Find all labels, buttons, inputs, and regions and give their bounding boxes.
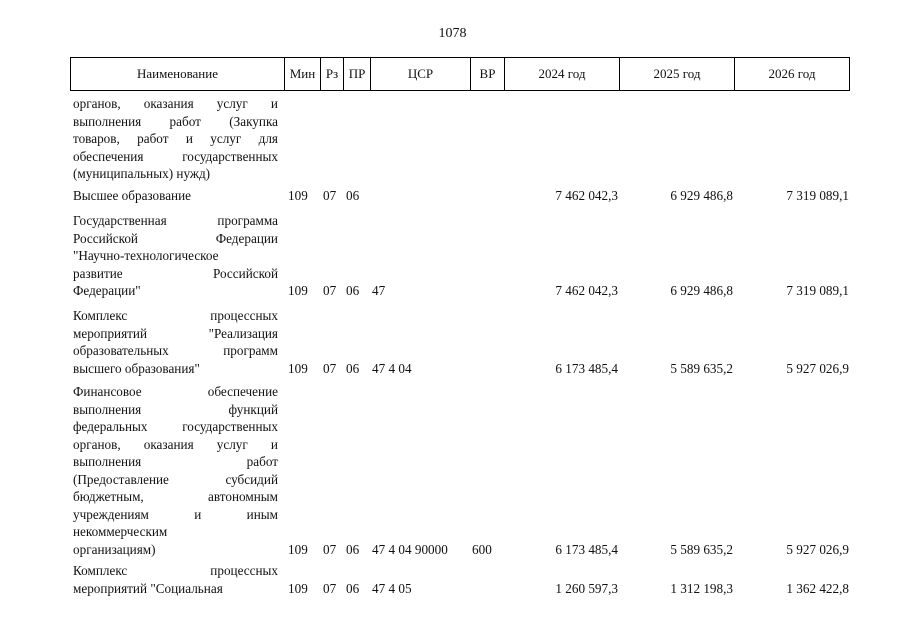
header-rz: Рз [320, 58, 343, 90]
cell-min: 109 [288, 360, 308, 376]
cell-y2024: 7 462 042,3 [555, 283, 618, 298]
cell-rz: 07 [323, 360, 337, 376]
cell-y2025: 6 929 486,8 [670, 283, 733, 298]
row-name-line: бюджетным, автономным [73, 489, 278, 504]
table-row [0, 562, 905, 597]
header-2024: 2024 год [504, 58, 619, 90]
cell-rz: 07 [323, 188, 337, 203]
row-name-line: развитие Российской [73, 265, 278, 281]
row-name-line: "Научно-технологическое [73, 248, 219, 263]
cell-y2024: 1 260 597,3 [555, 580, 618, 596]
cell-vr: 600 [472, 541, 492, 557]
cell-y2026: 7 319 089,1 [786, 283, 849, 298]
cell-pr: 06 [346, 360, 360, 376]
cell-csr: 47 4 04 [372, 360, 412, 376]
cell-rz: 07 [323, 580, 337, 596]
cell-min: 109 [288, 580, 308, 596]
table-row [0, 307, 905, 377]
row-name-line: Высшее образование [73, 188, 192, 203]
header-name: Наименование [137, 66, 218, 81]
cell-rz: 07 [323, 541, 337, 557]
row-name-line: федеральных государственных [73, 419, 278, 434]
row-name-line: мероприятий "Реализация [73, 325, 278, 341]
row-name [73, 212, 278, 300]
row-name-line: мероприятий "Социальная [73, 580, 223, 596]
row-name-line: выполнения работ (Закупка [73, 113, 278, 129]
row-name [73, 187, 278, 205]
cell-y2025: 5 589 635,2 [670, 541, 733, 557]
table-header [70, 57, 850, 91]
row-name-line: (Предоставление субсидий [73, 471, 278, 487]
row-name-line: Комплекс процессных [73, 563, 278, 578]
cell-y2025: 1 312 198,3 [670, 580, 733, 596]
row-name-line: (муниципальных) нужд) [73, 166, 211, 181]
cell-y2026: 1 362 422,8 [786, 580, 849, 596]
row-name-line: учреждениям и иным [73, 506, 278, 522]
row-name [73, 562, 278, 597]
cell-min: 109 [288, 188, 308, 203]
row-name-line: образовательных программ [73, 343, 278, 358]
row-name [73, 95, 278, 183]
cell-y2026: 7 319 089,1 [786, 188, 849, 203]
cell-pr: 06 [346, 283, 360, 298]
cell-y2025: 5 589 635,2 [670, 360, 733, 376]
row-name-line: высшего образования" [73, 360, 200, 376]
row-name-line: Федерации" [73, 283, 141, 298]
cell-y2026: 5 927 026,9 [786, 541, 849, 557]
page-number: 1078 [438, 26, 467, 41]
header-2026: 2026 год [734, 58, 849, 90]
cell-rz: 07 [323, 283, 337, 298]
row-name-line: Государственная программа [73, 213, 278, 228]
row-name-line: выполнения функций [73, 401, 278, 417]
row-name-line: обеспечения государственных [73, 148, 278, 164]
cell-y2024: 6 173 485,4 [555, 541, 618, 557]
row-name-line: выполнения работ [73, 454, 278, 469]
row-name-line: органов, оказания услуг и [73, 436, 278, 452]
header-csr: ЦСР [370, 58, 470, 90]
cell-pr: 06 [346, 188, 360, 203]
header-pr: ПР [343, 58, 370, 90]
cell-y2026: 5 927 026,9 [786, 360, 849, 376]
table-row [0, 187, 905, 205]
cell-pr: 06 [346, 580, 360, 596]
header-2025: 2025 год [619, 58, 734, 90]
cell-csr: 47 4 05 [372, 580, 412, 596]
cell-min: 109 [288, 283, 308, 298]
row-name [73, 383, 278, 558]
cell-pr: 06 [346, 541, 360, 557]
header-min: Мин [284, 58, 320, 90]
cell-y2024: 7 462 042,3 [555, 188, 618, 203]
row-name-line: органов, оказания услуг и [73, 96, 278, 111]
table-row [0, 95, 905, 183]
row-name-line: товаров, работ и услуг для [73, 131, 278, 146]
row-name-line: Финансовое обеспечение [73, 384, 278, 399]
cell-y2025: 6 929 486,8 [670, 188, 733, 203]
cell-y2024: 6 173 485,4 [555, 360, 618, 376]
row-name [73, 307, 278, 377]
cell-min: 109 [288, 541, 308, 557]
table-row [0, 212, 905, 300]
cell-csr: 47 [372, 283, 386, 298]
table-row [0, 383, 905, 558]
row-name-line: организациям) [73, 541, 156, 557]
cell-csr: 47 4 04 90000 [372, 541, 448, 557]
row-name-line: Комплекс процессных [73, 308, 278, 323]
row-name-line: некоммерческим [73, 524, 168, 539]
header-vr: ВР [470, 58, 504, 90]
row-name-line: Российской Федерации [73, 230, 278, 246]
